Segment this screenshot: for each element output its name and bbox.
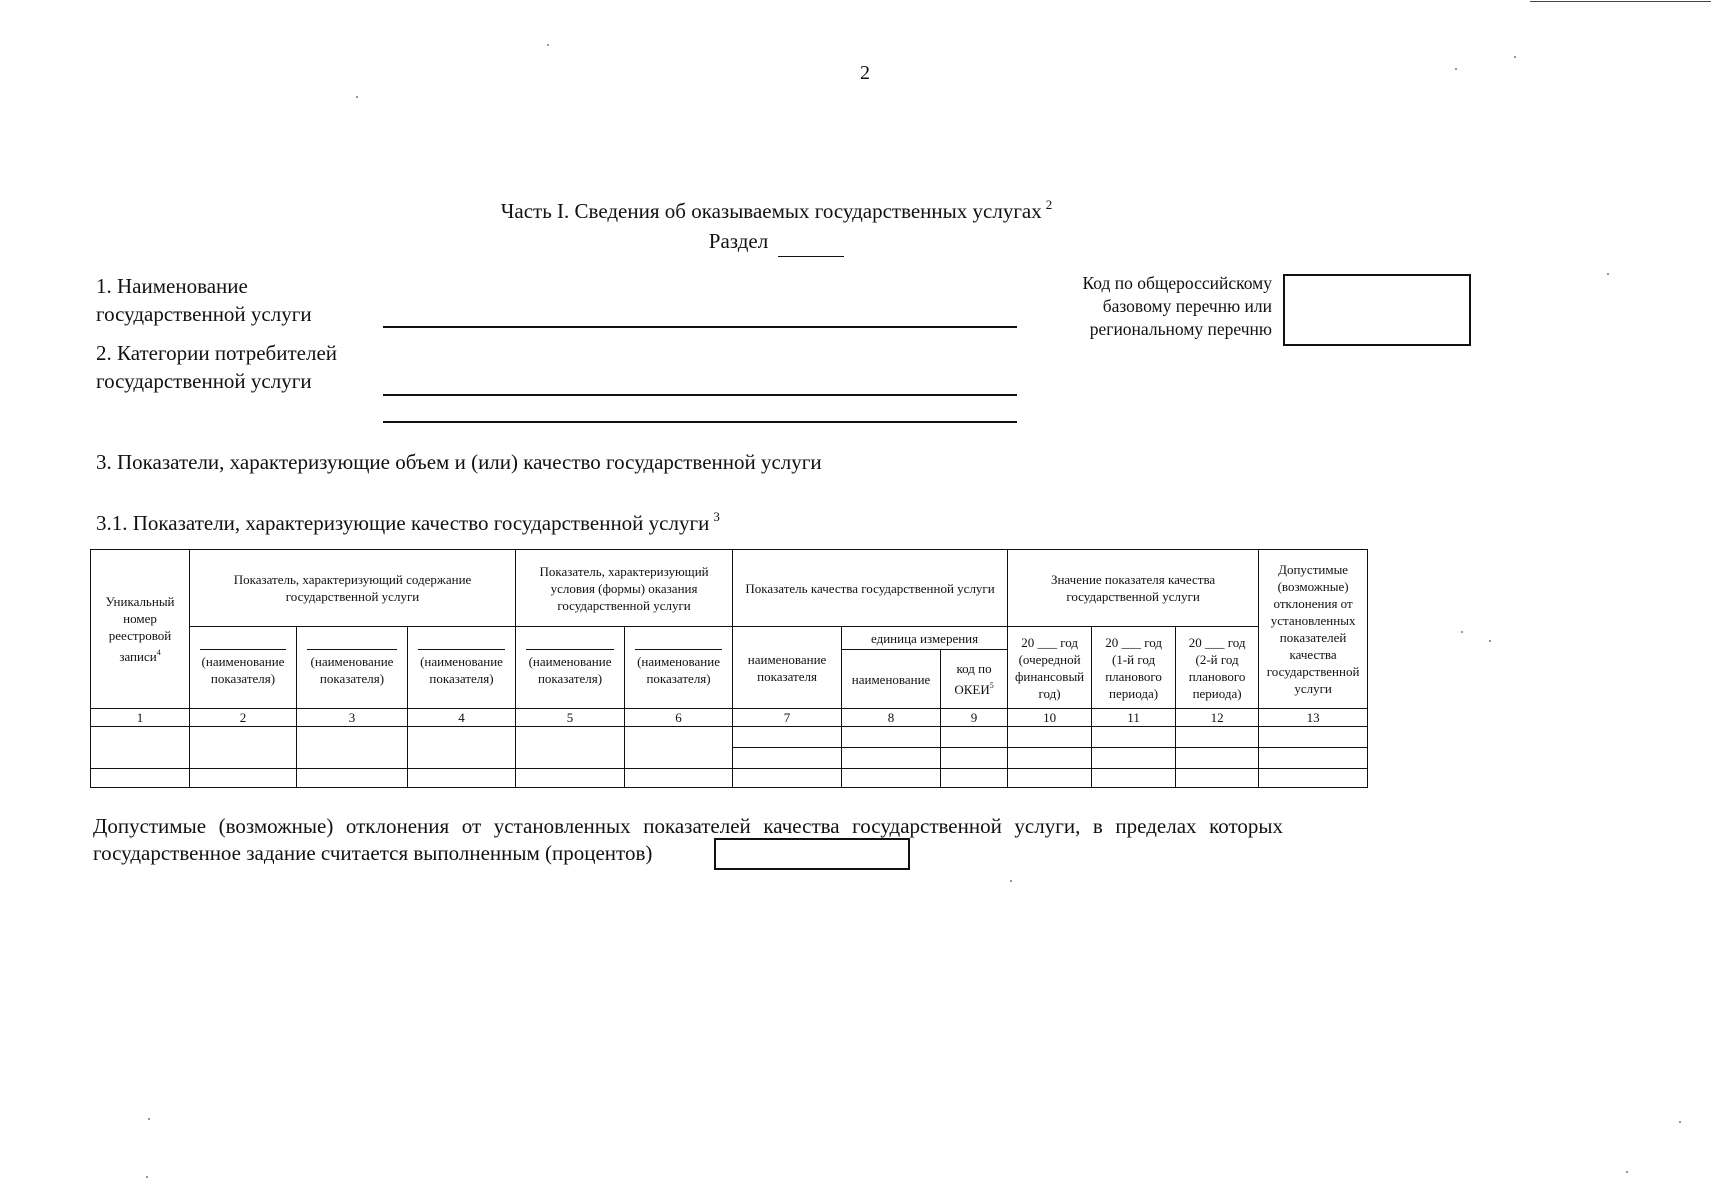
consumers-field-line2[interactable] — [383, 421, 1017, 423]
unit-header: единица измерения — [842, 627, 1008, 650]
section-3-1-text: 3.1. Показатели, характеризующие качество государственной услуги — [96, 511, 710, 535]
table-cell[interactable] — [1008, 727, 1092, 748]
header-unique-number-text: Уникальный номер реестровой записи — [105, 594, 175, 664]
table-cell[interactable] — [408, 769, 516, 788]
scan-speck — [148, 1118, 150, 1120]
scan-edge-line — [1530, 1, 1711, 2]
column-number: 10 — [1008, 709, 1092, 727]
section-label: Раздел — [708, 229, 769, 253]
table-cell[interactable] — [1176, 727, 1259, 748]
table-cell[interactable] — [1008, 748, 1092, 769]
year1-note: (очередной финансовый год) — [1014, 651, 1085, 701]
footnote-mark: 2 — [1045, 197, 1053, 212]
code-box[interactable] — [1283, 274, 1471, 346]
year3-header — [1176, 627, 1259, 709]
column-number: 13 — [1259, 709, 1368, 727]
part-title — [0, 190, 1553, 257]
year2-header — [1092, 627, 1176, 709]
indicator-name-cell — [625, 627, 733, 709]
table-cell[interactable] — [842, 769, 941, 788]
year-suffix: год — [1227, 634, 1246, 650]
column-number: 8 — [842, 709, 941, 727]
blank-line[interactable] — [307, 649, 396, 650]
code-label — [1000, 272, 1272, 341]
column-number: 6 — [625, 709, 733, 727]
scan-speck — [1626, 1171, 1628, 1173]
okei-header — [941, 650, 1008, 709]
code-label-line1: Код по общероссийскому — [1082, 273, 1272, 293]
header-deviation: Допустимые (возможные) отклонения от установленных показателей качества государственной услуги — [1259, 550, 1368, 709]
table-cell[interactable] — [941, 769, 1008, 788]
consumers-label-line1: 2. Категории потребителей — [96, 341, 337, 365]
consumers-field-line1[interactable] — [383, 394, 1017, 396]
year3-note: (2-й год планового периода) — [1188, 651, 1246, 701]
table-cell[interactable] — [190, 769, 297, 788]
footnote-mark: 5 — [989, 681, 994, 690]
table-cell[interactable] — [1259, 748, 1368, 769]
table-cell[interactable] — [1176, 748, 1259, 769]
table-row — [91, 769, 1368, 788]
indicator-name-cell — [297, 627, 408, 709]
code-label-line2: базовому перечню или — [1102, 296, 1272, 316]
part-title-text: Часть I. Сведения об оказываемых государственных услугах — [500, 199, 1042, 223]
table-cell[interactable] — [941, 748, 1008, 769]
consumers-label — [96, 339, 337, 395]
deviation-statement — [93, 813, 1283, 867]
scan-speck — [1489, 640, 1491, 642]
blank-line[interactable] — [200, 649, 286, 650]
blank-line[interactable] — [526, 649, 613, 650]
table-cell[interactable] — [190, 727, 297, 769]
consumers-label-line2: государственной услуги — [96, 369, 312, 393]
header-quality-value: Значение показателя качества государственной услуги — [1008, 550, 1259, 627]
indicator-name-label: (наименование показателя) — [528, 653, 612, 686]
table-cell[interactable] — [625, 727, 733, 769]
service-name-field[interactable] — [383, 326, 1017, 328]
column-number: 12 — [1176, 709, 1259, 727]
year-line: 20 ___ год — [1105, 634, 1162, 650]
column-number: 11 — [1092, 709, 1176, 727]
deviation-statement-line2: государственное задание считается выполненным (процентов) — [93, 841, 653, 865]
column-numbers-row — [91, 709, 1368, 727]
table-cell[interactable] — [733, 727, 842, 748]
footnote-mark: 3 — [713, 509, 720, 524]
code-label-line3: региональному перечню — [1089, 319, 1272, 339]
table-cell[interactable] — [1092, 769, 1176, 788]
year-suffix: год — [1060, 634, 1078, 650]
section-3-heading: 3. Показатели, характеризующие объем и (или) качество государственной услуги — [96, 450, 822, 474]
column-number: 9 — [941, 709, 1008, 727]
column-number: 2 — [190, 709, 297, 727]
column-number: 1 — [91, 709, 190, 727]
table-cell[interactable] — [1259, 727, 1368, 748]
scan-speck — [146, 1176, 148, 1178]
deviation-statement-line1: Допустимые (возможные) отклонения от установленных показателей качества государственной услуги, в пределах которых — [93, 814, 1283, 838]
year2-note: (1-й год планового периода) — [1105, 651, 1162, 701]
deviation-percent-box[interactable] — [714, 838, 910, 870]
service-name-label-line1: 1. Наименование — [96, 274, 248, 298]
year-line: 20 ___ год — [1021, 634, 1078, 650]
indicator-name-cell — [516, 627, 625, 709]
indicator-name-label: (наименование показателя) — [310, 653, 394, 686]
table-cell[interactable] — [842, 748, 941, 769]
table-row — [91, 727, 1368, 748]
table-cell[interactable] — [1092, 727, 1176, 748]
service-name-label-line2: государственной услуги — [96, 302, 312, 326]
table-cell[interactable] — [297, 727, 408, 769]
section-3-1-heading — [96, 509, 720, 536]
table-cell[interactable] — [91, 769, 190, 788]
unit-name-header: наименование — [842, 650, 941, 709]
scan-speck — [1010, 880, 1012, 882]
blank-line[interactable] — [635, 649, 722, 650]
year-prefix: 20 — [1021, 634, 1035, 650]
section-number-blank[interactable] — [778, 226, 844, 257]
indicator-name-label: (наименование показателя) — [420, 653, 503, 686]
table-cell[interactable] — [91, 727, 190, 769]
table-cell[interactable] — [941, 727, 1008, 748]
scan-speck — [1455, 68, 1457, 70]
indicator-name-label: (наименование показателя) — [201, 653, 285, 686]
header-unique-number — [91, 550, 190, 709]
table-cell[interactable] — [408, 727, 516, 769]
quality-indicator-name-header: наименование показателя — [733, 627, 842, 709]
scan-speck — [1679, 1121, 1681, 1123]
indicator-name-cell — [408, 627, 516, 709]
page-number: 2 — [860, 62, 870, 84]
blank-line[interactable] — [418, 649, 505, 650]
year1-header — [1008, 627, 1092, 709]
header-conditions-indicator: Показатель, характеризующий условия (формы) оказания государственной услуги — [516, 550, 733, 627]
table-cell[interactable] — [297, 769, 408, 788]
table-cell[interactable] — [625, 769, 733, 788]
quality-indicators-table — [90, 549, 1368, 788]
column-number: 4 — [408, 709, 516, 727]
column-number: 7 — [733, 709, 842, 727]
year-suffix: год — [1144, 634, 1162, 650]
column-number: 5 — [516, 709, 625, 727]
table-cell[interactable] — [1259, 769, 1368, 788]
year-prefix: 20 — [1188, 634, 1202, 650]
scan-speck — [547, 44, 549, 46]
column-number: 3 — [297, 709, 408, 727]
table-cell[interactable] — [733, 748, 842, 769]
header-content-indicator: Показатель, характеризующий содержание государственной услуги — [190, 550, 516, 627]
scan-speck — [1607, 273, 1609, 275]
year-prefix: 20 — [1105, 634, 1119, 650]
table-cell[interactable] — [1092, 748, 1176, 769]
service-name-label — [96, 272, 312, 328]
indicator-name-label: (наименование показателя) — [637, 653, 720, 686]
footnote-mark: 4 — [156, 648, 161, 657]
table-cell[interactable] — [516, 727, 625, 769]
table-cell[interactable] — [733, 769, 842, 788]
header-quality-indicator: Показатель качества государственной услуги — [733, 550, 1008, 627]
indicator-name-cell — [190, 627, 297, 709]
scan-speck — [356, 96, 358, 98]
okei-text: код по ОКЕИ — [954, 661, 992, 697]
table-cell[interactable] — [842, 727, 941, 748]
scan-speck — [1461, 631, 1463, 633]
table-cell[interactable] — [516, 769, 625, 788]
year-line: 20 ___ год — [1188, 634, 1246, 650]
scan-speck — [1514, 56, 1516, 58]
table-cell[interactable] — [1008, 769, 1092, 788]
table-cell[interactable] — [1176, 769, 1259, 788]
